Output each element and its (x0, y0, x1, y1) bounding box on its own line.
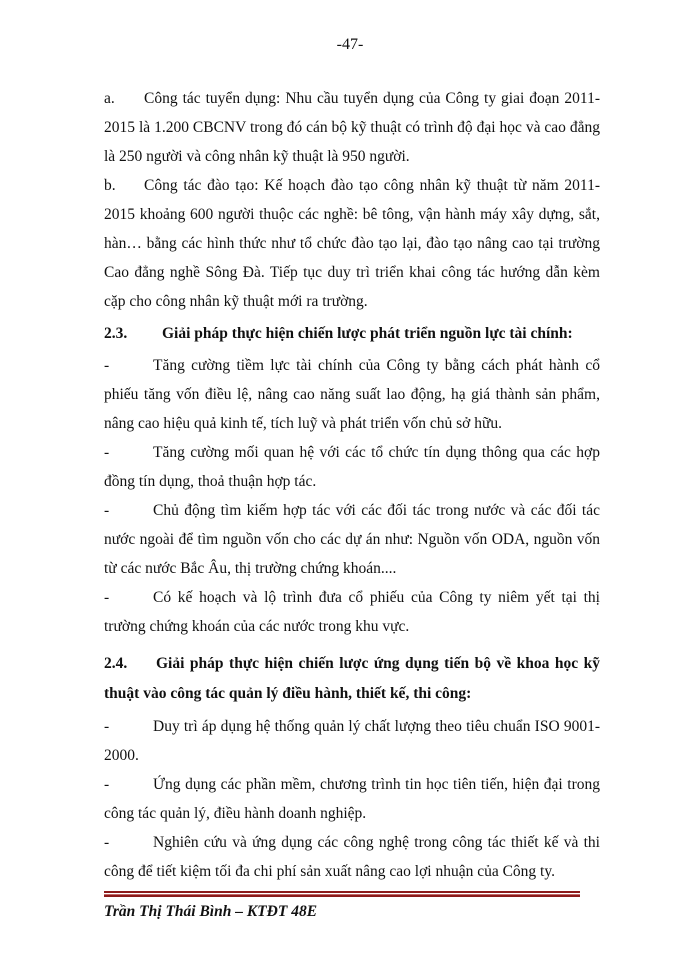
list-item-text: Ứng dụng các phần mềm, chương trình tin học tiên tiến, hiện đại trong công tác quản lý, điều hành doanh nghiệp. (104, 776, 600, 822)
list-marker: b. (104, 177, 116, 194)
bullet-dash: - (104, 444, 110, 461)
list-item-text: Tăng cường mối quan hệ với các tổ chức tín dụng thông qua các hợp đồng tín dụng, thoả thuận hợp tác. (104, 444, 600, 490)
paragraph-text: Công tác tuyển dụng: Nhu cầu tuyển dụng của Công ty giai đoạn 2011-2015 là 1.200 CBCNV trong đó cán bộ kỹ thuật có trình độ đại học và cao đẳng là 250 người và công nhân kỹ thuật là 950 người. (104, 90, 600, 165)
list-item (104, 828, 600, 886)
list-marker: a. (104, 90, 115, 107)
list-item-text: Có kế hoạch và lộ trình đưa cổ phiếu của Công ty niêm yết tại thị trường chứng khoán của các nước trong khu vực. (104, 589, 600, 635)
section-number: 2.4. (104, 655, 128, 672)
section-title: Giải pháp thực hiện chiến lược phát triển nguồn lực tài chính: (162, 325, 573, 342)
list-item (104, 712, 600, 770)
list-item-text: Chủ động tìm kiếm hợp tác với các đối tác trong nước và các đối tác nước ngoài để tìm nguồn vốn cho các dự án như: Nguồn vốn ODA, nguồn vốn từ các nước Bắc Âu, thị trường chứng khoán.... (104, 502, 600, 577)
list-item (104, 770, 600, 828)
bullet-dash: - (104, 589, 110, 606)
footer-author: Trần Thị Thái Bình – KTĐT 48E (104, 903, 318, 920)
list-item-text: Duy trì áp dụng hệ thống quản lý chất lượng theo tiêu chuẩn ISO 9001-2000. (104, 718, 600, 764)
bullet-dash: - (104, 718, 110, 735)
section-heading-2-3 (104, 319, 600, 348)
list-item (104, 496, 600, 583)
list-item (104, 351, 600, 438)
footer-divider (104, 891, 580, 897)
bullet-dash: - (104, 776, 110, 793)
bullet-dash: - (104, 357, 110, 374)
section-heading-2-4 (104, 649, 600, 709)
section-number: 2.3. (104, 325, 128, 342)
bullet-dash: - (104, 834, 110, 851)
bullet-dash: - (104, 502, 110, 519)
paragraph-recruitment (104, 84, 600, 171)
list-item (104, 438, 600, 496)
section-title: Giải pháp thực hiện chiến lược ứng dụng tiến bộ về khoa học kỹ thuật vào công tác quản lý điều hành, thiết kế, thi công: (104, 655, 600, 702)
list-item (104, 583, 600, 641)
paragraph-text: Công tác đào tạo: Kế hoạch đào tạo công nhân kỹ thuật từ năm 2011-2015 khoảng 600 người thuộc các nghề: bê tông, vận hành máy xây dựng, sắt, hàn… bằng các hình thức như tổ chức đào tạo lại, đào tạo nâng cao tại trường Cao đẳng nghề Sông Đà. Tiếp tục duy trì triển khai công tác hướng dẫn kèm cặp cho công nhân kỹ thuật mới ra trường. (104, 177, 600, 310)
list-item-text: Nghiên cứu và ứng dụng các công nghệ trong công tác thiết kế và thi công để tiết kiệm tối đa chi phí sản xuất nâng cao lợi nhuận của Công ty. (104, 834, 600, 880)
list-item-text: Tăng cường tiềm lực tài chính của Công ty bằng cách phát hành cổ phiếu tăng vốn điều lệ, nâng cao năng suất lao động, hạ giá thành sản phẩm, nâng cao hiệu quả kinh tế, tích luỹ và phát triển vốn chủ sở hữu. (104, 357, 600, 432)
page-number: -47- (336, 36, 364, 53)
document-body (104, 84, 600, 886)
paragraph-training (104, 171, 600, 316)
